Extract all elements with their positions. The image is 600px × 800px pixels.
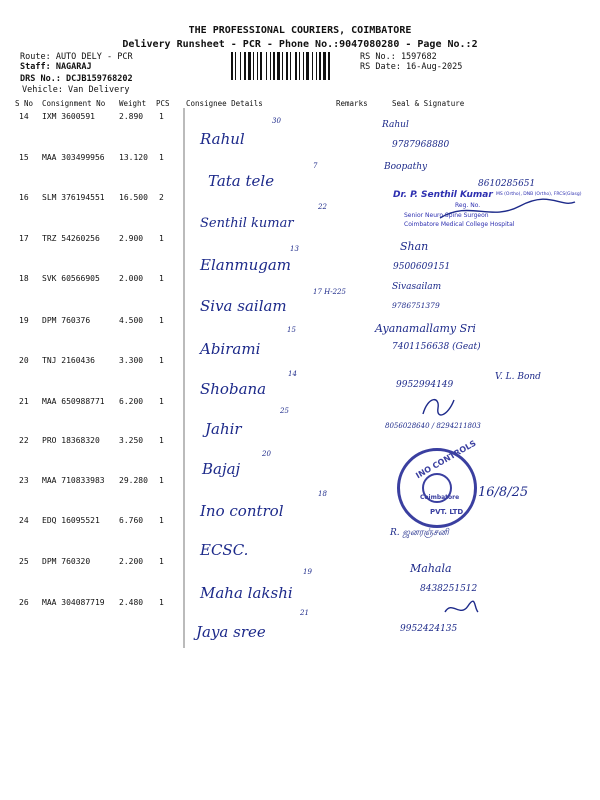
row-serial-number: 14 (19, 112, 29, 121)
vehicle-label: Vehicle: Van Delivery (22, 85, 130, 95)
row-pcs: 1 (159, 112, 164, 121)
row-serial-number: 19 (19, 316, 29, 325)
row-weight: 6.200 (119, 397, 144, 406)
col-consignment: Consignment No (42, 99, 106, 108)
signature-scribble-icon (440, 598, 480, 620)
consignee-name: Jaya sree (196, 623, 266, 641)
consignee-name: Abirami (200, 340, 261, 358)
row-serial-number: 17 (19, 234, 29, 243)
doctor-seal-qualifications: MS (Ortho), DNB (Ortho), FRCS(Glasg) (496, 192, 582, 197)
signature-text: Rahul (382, 120, 409, 130)
row-serial-number: 16 (19, 193, 29, 202)
consignee-name: Siva sailam (200, 297, 287, 315)
consignee-annotation: 13 (290, 245, 299, 253)
row-weight: 2.900 (119, 234, 144, 243)
row-pcs: 2 (159, 193, 164, 202)
row-serial-number: 26 (19, 598, 29, 607)
receiver-phone: 9787968880 (392, 140, 450, 150)
row-serial-number: 15 (19, 153, 29, 162)
consignee-annotation: 21 (300, 609, 309, 617)
row-serial-number: 21 (19, 397, 29, 406)
consignee-annotation: 15 (287, 326, 296, 334)
row-pcs: 1 (159, 316, 164, 325)
signature-text: Boopathy (384, 162, 428, 172)
col-weight: Weight (119, 99, 147, 108)
consignee-name: Jahir (205, 420, 242, 438)
row-serial-number: 24 (19, 516, 29, 525)
row-consignment-number: DPM 760376 (42, 316, 91, 325)
row-pcs: 1 (159, 274, 164, 283)
consignee-name: ECSC. (200, 541, 249, 559)
row-serial-number: 20 (19, 356, 29, 365)
receiver-phone: 8610285651 (478, 179, 536, 189)
stamp-company-suffix: PVT. LTD (430, 508, 464, 516)
signature-text: Mahala (410, 562, 452, 575)
row-serial-number: 22 (19, 436, 29, 445)
row-consignment-number: MAA 650988771 (42, 397, 105, 406)
row-consignment-number: TNJ 2160436 (42, 356, 95, 365)
consignee-annotation: 17 H-225 (313, 288, 346, 296)
receiver-phone: 8438251512 (420, 584, 478, 594)
row-pcs: 1 (159, 397, 164, 406)
row-weight: 6.760 (119, 516, 144, 525)
row-weight: 3.300 (119, 356, 144, 365)
row-pcs: 1 (159, 557, 164, 566)
row-weight: 13.120 (119, 153, 148, 162)
consignee-name: Elanmugam (200, 256, 292, 274)
consignee-name: Bajaj (202, 460, 241, 478)
row-pcs: 1 (159, 153, 164, 162)
stamp-city: Coimbatore (420, 494, 460, 501)
consignee-name: Senthil kumar (200, 216, 294, 231)
row-consignment-number: MAA 304087719 (42, 598, 105, 607)
staff-label: Staff: NAGARAJ (20, 62, 92, 72)
runsheet-title: THE PROFESSIONAL COURIERS, COIMBATORE (188, 25, 412, 36)
consignee-annotation: 7 (313, 162, 318, 170)
signature-scribble-icon (418, 394, 458, 422)
signature-scribble-icon (430, 198, 580, 224)
consignee-annotation: 25 (280, 407, 289, 415)
row-consignment-number: PRO 18368320 (42, 436, 100, 445)
row-serial-number: 25 (19, 557, 29, 566)
row-serial-number: 23 (19, 476, 29, 485)
route-label: Route: AUTO DELY - PCR (20, 52, 133, 62)
col-sno: S No (15, 99, 34, 108)
doctor-seal-reg: Reg. No. (455, 202, 481, 209)
col-pcs: PCS (156, 99, 170, 108)
col-remarks: Remarks (336, 99, 368, 108)
row-weight: 16.500 (119, 193, 148, 202)
signature-text: Shan (400, 240, 429, 253)
col-seal-signature: Seal & Signature (392, 99, 465, 108)
receiver-phone: 8056028640 / 8294211803 (385, 422, 481, 430)
row-consignment-number: SLM 376194551 (42, 193, 105, 202)
rs-date: RS Date: 16-Aug-2025 (360, 62, 463, 72)
row-weight: 2.000 (119, 274, 144, 283)
row-weight: 4.500 (119, 316, 144, 325)
row-consignment-number: MAA 710833983 (42, 476, 105, 485)
consignee-annotation: 22 (318, 203, 327, 211)
row-consignment-number: IXM 3600591 (42, 112, 95, 121)
signature-text: Ayanamallamy Sri (375, 322, 476, 335)
drs-label: DRS No.: DCJB159768202 (20, 74, 133, 84)
receiver-phone: 7401156638 (Geat) (392, 342, 481, 352)
row-consignment-number: TRZ 54260256 (42, 234, 100, 243)
doctor-seal-hospital: Coimbatore Medical College Hospital (404, 221, 515, 228)
rs-number: RS No.: 1597682 (360, 52, 437, 62)
row-consignment-number: EDQ 16095521 (42, 516, 100, 525)
signature-text: R. ஜனரஞ்சனி (390, 528, 449, 538)
col-consignee: Consignee Details (186, 99, 263, 108)
receiver-phone: 9786751379 (392, 301, 440, 310)
row-consignment-number: DPM 760320 (42, 557, 91, 566)
row-weight: 29.280 (119, 476, 148, 485)
row-pcs: 1 (159, 598, 164, 607)
doctor-seal-title: Senior Neuro Spine Surgeon (404, 212, 489, 219)
row-pcs: 1 (159, 476, 164, 485)
consignee-margin-line (182, 108, 186, 648)
signature-text: V. L. Bond (495, 372, 541, 382)
consignee-annotation: 20 (262, 450, 271, 458)
row-weight: 3.250 (119, 436, 144, 445)
row-serial-number: 18 (19, 274, 29, 283)
row-weight: 2.480 (119, 598, 144, 607)
consignee-annotation: 14 (288, 370, 297, 378)
row-pcs: 1 (159, 356, 164, 365)
doctor-seal-name: Dr. P. Senthil Kumar (393, 190, 493, 200)
consignee-name: Ino control (200, 502, 284, 520)
consignee-name: Shobana (200, 380, 267, 398)
stamp-date: 16/8/25 (478, 485, 529, 500)
consignee-annotation: 18 (318, 490, 327, 498)
receiver-phone: 9952994149 (396, 380, 454, 390)
row-weight: 2.200 (119, 557, 144, 566)
consignee-name: Rahul (200, 130, 245, 148)
runsheet-subtitle: Delivery Runsheet - PCR - Phone No.:9047080280 - Page No.:2 (122, 39, 478, 50)
barcode-icon (231, 52, 355, 80)
receiver-phone: 9952424135 (400, 624, 458, 634)
row-pcs: 1 (159, 234, 164, 243)
row-pcs: 1 (159, 516, 164, 525)
consignee-name: Maha lakshi (200, 584, 293, 602)
receiver-phone: 9500609151 (393, 262, 451, 272)
row-consignment-number: MAA 303499956 (42, 153, 105, 162)
consignee-annotation: 30 (272, 117, 281, 125)
signature-text: Sivasailam (392, 282, 442, 292)
row-consignment-number: SVK 60566905 (42, 274, 100, 283)
consignee-name: Tata tele (208, 172, 275, 190)
row-pcs: 1 (159, 436, 164, 445)
stamp-company-name: INO CONTROLS (414, 438, 478, 481)
row-weight: 2.890 (119, 112, 144, 121)
consignee-annotation: 19 (303, 568, 312, 576)
